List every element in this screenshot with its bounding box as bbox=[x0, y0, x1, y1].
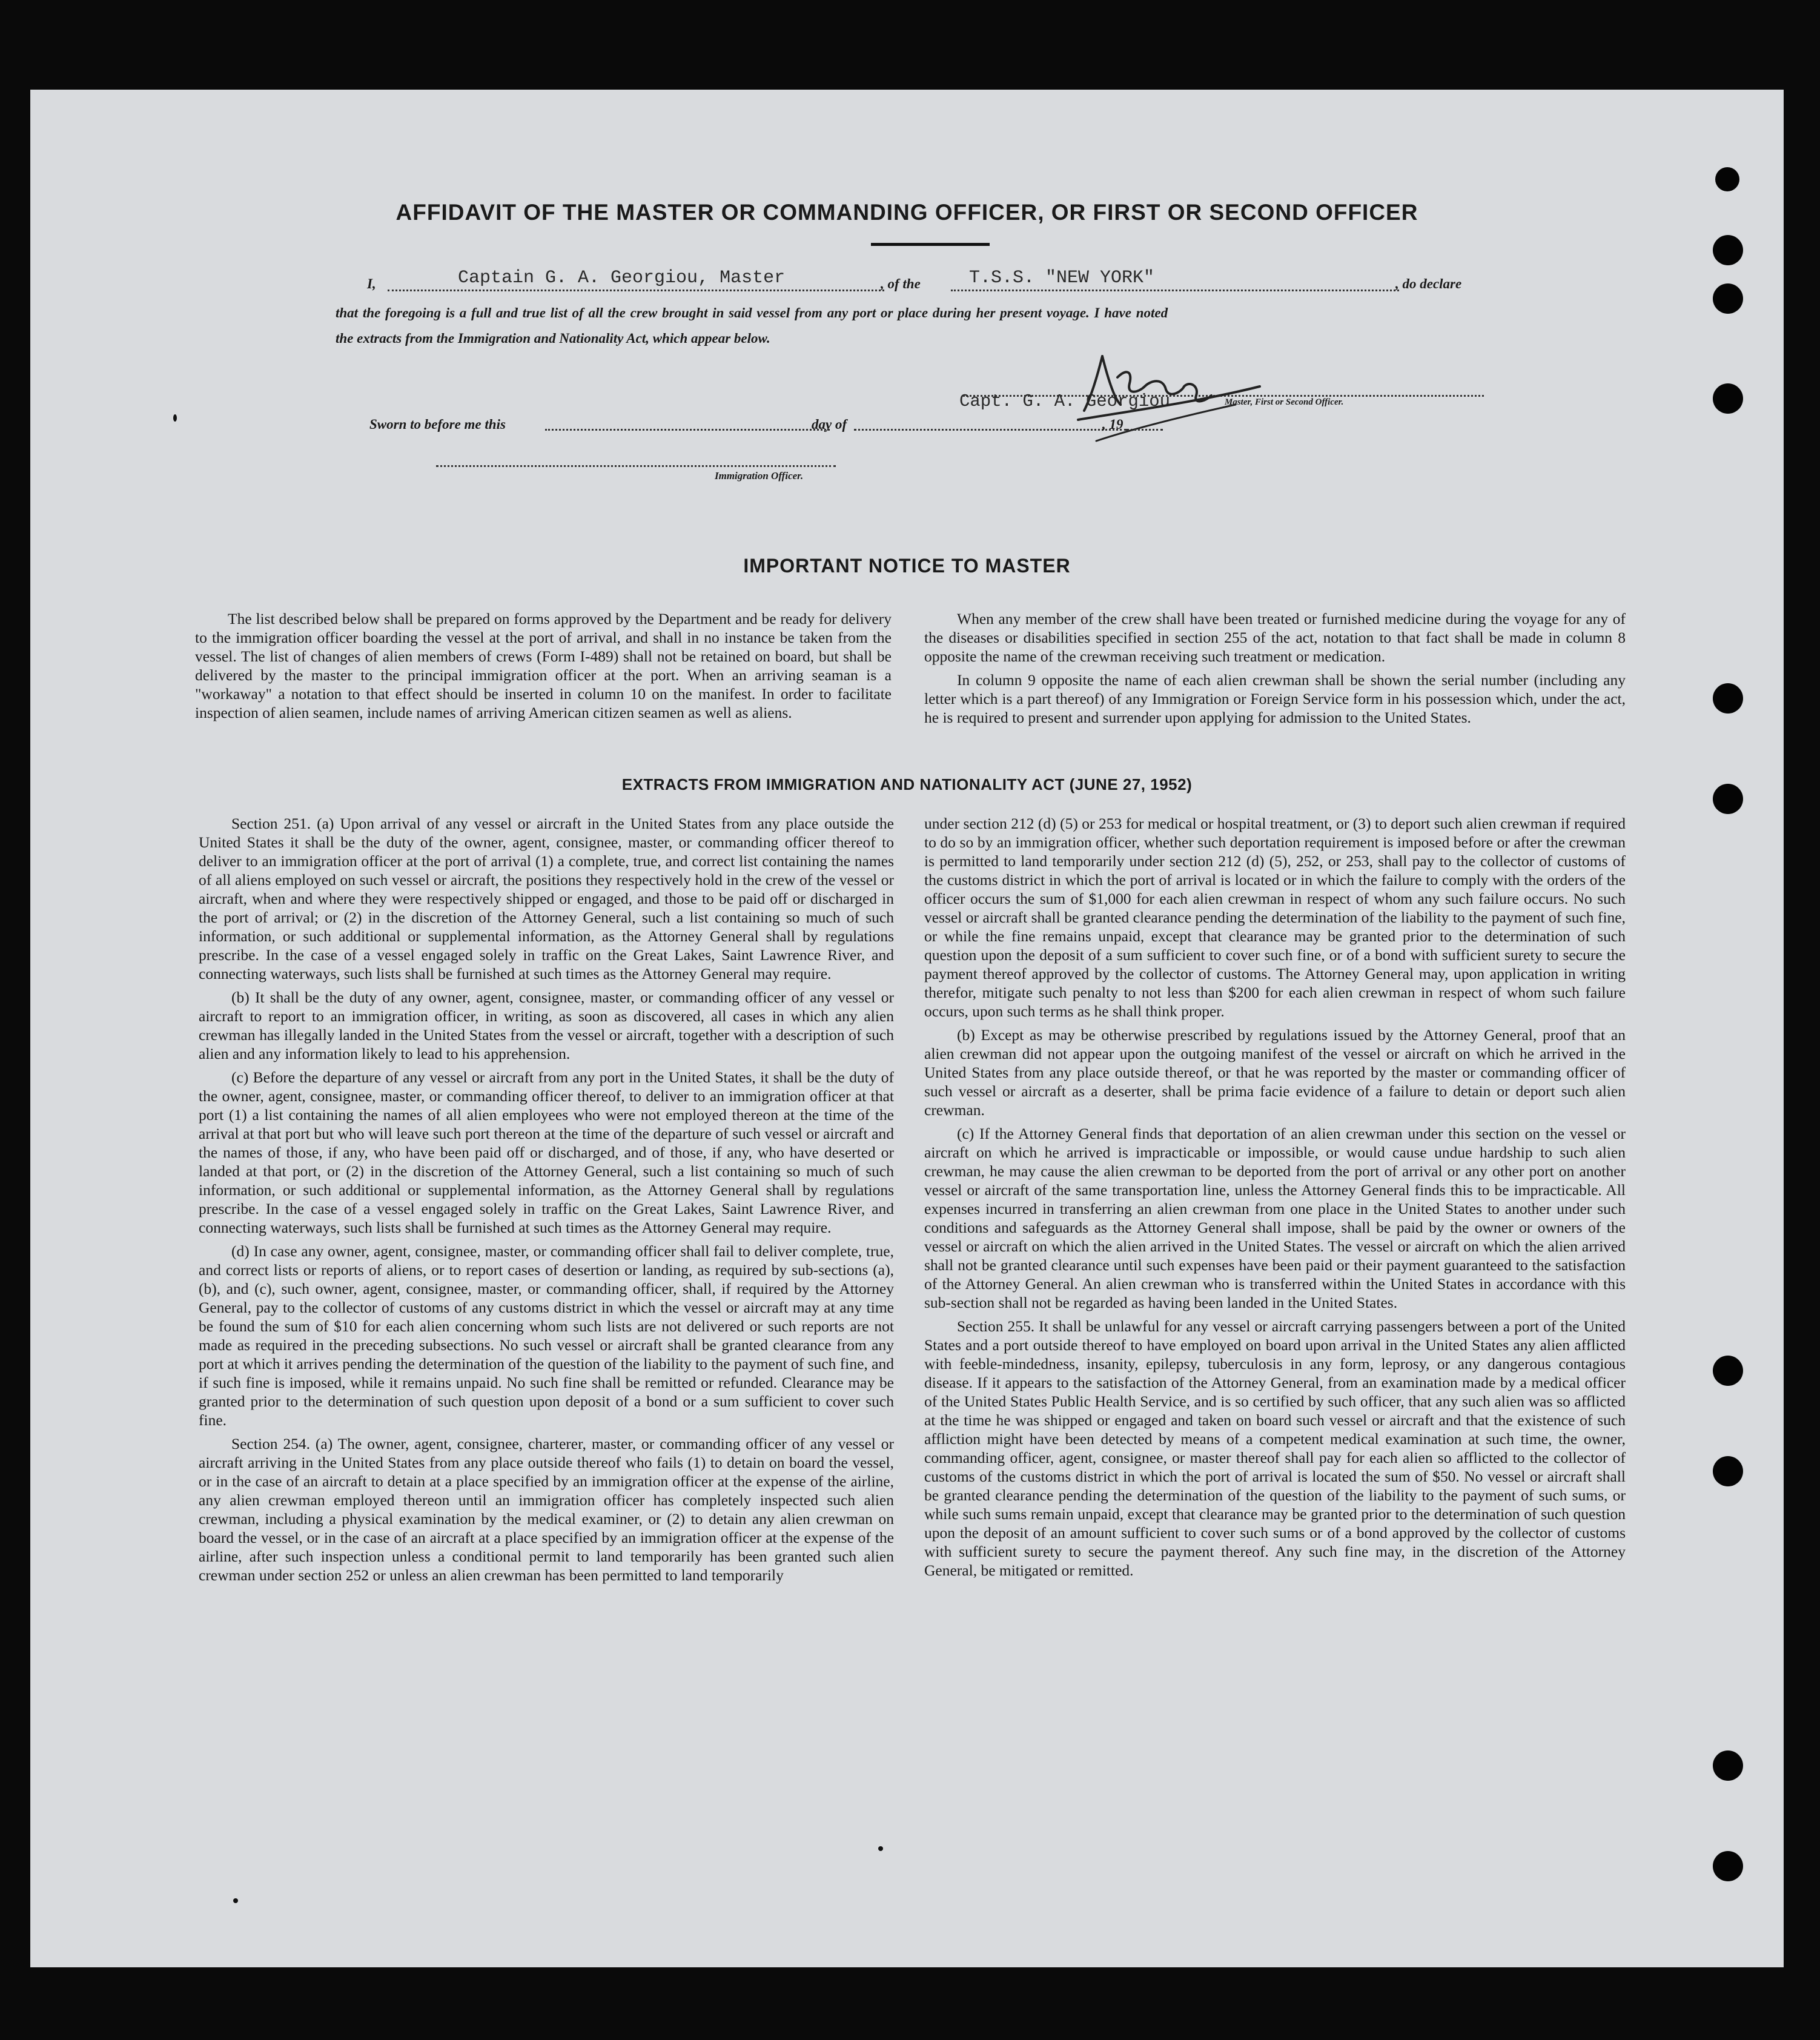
notice-paragraph: The list described below shall be prepared on forms approved by the Department and be ready for delivery to the immigration officer boarding the vessel at the port of arrival, and shall in no instance be taken from the vessel. The list of changes of alien members of crews (Form I-489) shall not be retained on board, but shall be delivered by the master to the principal immigration officer at the port. When an arriving seaman is a "workaway" a notation to that effect should be inserted in column 10 on the manifest. In order to facilitate inspection of alien seamen, include names of arriving American citizen seamen as well as aliens. bbox=[195, 610, 892, 721]
punch-hole bbox=[1713, 283, 1743, 314]
stray-mark bbox=[878, 1846, 883, 1851]
notice-right-column bbox=[924, 609, 1626, 732]
of-the-label: , of the bbox=[881, 276, 921, 291]
punch-hole bbox=[1713, 683, 1743, 714]
affidavit-line-2: that the foregoing is a full and true list of all the crew brought in said vessel from any port or place during her present voyage. I have noted bbox=[336, 305, 1168, 320]
notice-paragraph: When any member of the crew shall have been treated or furnished medicine during the voyage for any of the diseases or disabilities specified in section 255 of the act, notation to that fact shall be made in column 8 opposite the name of the crewman receiving such treatment or medication. bbox=[924, 610, 1626, 665]
extracts-right-column bbox=[924, 814, 1626, 1585]
extract-paragraph: under section 212 (d) (5) or 253 for medical or hospital treatment, or (3) to deport such alien crewman if required to do so by an immigration officer, whether such deportation requirement is imposed before or after the crewman is permitted to land temporarily under section 212 (d) (5), 252, or 253, shall pay to the collector of customs of the customs district in which the port of arrival is located or in which the failure to comply with the orders of the officer occurs the sum of $1,000 for each alien crewman in respect of whom any such failure occurs. No such vessel or aircraft shall be granted clearance pending the determination of the liability to the payment of such fine, or while the fine remains unpaid, except that clearance may be granted prior to the determination of such question upon the deposit of a sum sufficient to cover such fine, or of a bond with sufficient surety to secure the payment thereof approved by the collector of customs. The Attorney General may, upon application in writing therefor, mitigate such penalty to not less than $200 for each alien crewman in respect of whom such failure occurs, upon such terms as he shall think proper. bbox=[924, 815, 1626, 1020]
handwritten-signature bbox=[1060, 344, 1314, 465]
punch-hole bbox=[1715, 167, 1739, 191]
sworn-month-line bbox=[854, 429, 1127, 431]
declarant-field-line bbox=[388, 290, 884, 291]
extract-paragraph: (d) In case any owner, agent, consignee, master, or commanding officer shall fail to deliver complete, true, and correct lists or reports of aliens, or to report cases of desertion or landing, as required by sub-sections (a), (b), and (c), such owner, agent, consignee, master, or commanding officer, shall, if required by the Attorney General, pay to the collector of customs of any customs district in which the vessel or aircraft may at any time be found the sum of $10 for each alien concerning whom such lists are not delivered or such reports are not made as required in the preceding subsections. No such vessel or aircraft shall be granted clearance from any port at which it arrives pending the determination of the question of the liability to the payment of such fine, and if such fine is imposed, while it remains unpaid. No such fine shall be remitted or refunded. Clearance may be granted prior to the determination of such question upon deposit of a bond or a sum sufficient to cover such fine. bbox=[199, 1242, 894, 1429]
notice-left-column bbox=[195, 609, 892, 727]
extract-paragraph: (c) Before the departure of any vessel or aircraft from any port in the United States, it shall be the duty of the owner, agent, consignee, master, or commanding officer thereof, to deliver to an immigration officer at that port (1) a list containing the names of all alien employees who were not employed thereon at the time of the arrival at that port but who will leave such port thereon at the time of the departure of such vessel or aircraft and the names of those, if any, who have been paid off or discharged, and of those, if any, who have deserted or landed at that port, or (2) in the discretion of the Attorney General, such a list containing so much of such information, or such additional or supplemental information, as the Attorney General shall by regulations prescribe. In the case of a vessel engaged solely in traffic on the Great Lakes, Saint Lawrence River, and connecting waterways, such lists shall be furnished at such times as the Attorney General may require. bbox=[199, 1068, 894, 1236]
extract-paragraph: Section 255. It shall be unlawful for any vessel or aircraft carrying passengers between a port of the United States and a port outside thereof to have employed on board upon arrival in the United States any alien afflicted with feeble-mindedness, insanity, epilepsy, tuberculosis in any form, leprosy, or any dangerous contagious disease. If it appears to the satisfaction of the Attorney General, from an examination made by a medical officer of the United States Public Health Service, and is so certified by such officer, that any such alien was so afflicted at the time he was shipped or engaged and taken on board such vessel or aircraft and that the existence of such affliction might have been detected by means of a competent medical examination at such time, the owner, commanding officer, agent, consignee, or master thereof shall pay for each alien so afflicted to the collector of customs of the customs district in which the port of arrival is located the sum of $50. No vessel or aircraft shall be granted clearance pending the determination of the question of the liability to the payment of such sums, or while such sums remain unpaid, except that clearance may be granted prior to the determination of such question upon the deposit of an amount sufficient to cover such sums or of a bond approved by the collector of customs with sufficient surety to secure the payment thereof. Any such fine may, in the discretion of the Attorney General, be mitigated or remitted. bbox=[924, 1317, 1626, 1579]
day-of-label: day of bbox=[812, 417, 847, 432]
stray-mark bbox=[173, 414, 177, 422]
punch-hole bbox=[1713, 1851, 1743, 1881]
notice-paragraph: In column 9 opposite the name of each alien crewman shall be shown the serial number (including any letter which is a part thereof) of any Immigration or Foreign Service form in his possession which, under the act, he is required to present and surrender upon applying for admission to the United States. bbox=[924, 671, 1626, 726]
notice-title: IMPORTANT NOTICE TO MASTER bbox=[743, 555, 1071, 577]
signature-role: Master, First or Second Officer. bbox=[1225, 397, 1344, 407]
punch-hole bbox=[1713, 1356, 1743, 1386]
title-underline bbox=[871, 243, 990, 246]
extracts-title: EXTRACTS FROM IMMIGRATION AND NATIONALITY ACT (JUNE 27, 1952) bbox=[621, 775, 1193, 793]
sworn-year-line bbox=[1127, 429, 1163, 431]
vessel-value: T.S.S. "NEW YORK" bbox=[969, 268, 1155, 288]
declarant-value: Captain G. A. Georgiou, Master bbox=[458, 268, 786, 288]
extracts-left-column bbox=[199, 814, 894, 1589]
document-sheet bbox=[30, 90, 1784, 1967]
punch-hole bbox=[1713, 1750, 1743, 1781]
extract-paragraph: (c) If the Attorney General finds that deportation of an alien crewman under this section on the vessel or aircraft on which he arrived is impracticable or impossible, or would cause undue hardship to such alien crewman, he may cause the alien crewman to be deported from the port of arrival or any other port on another vessel or aircraft of the same transportation line, unless the Attorney General finds this to be impracticable. All expenses incurred in transferring an alien crewman from one place in the United States to another under such conditions and safeguards as the Attorney General shall impose, shall be paid by the owner or owners of the vessel or aircraft on which the alien arrived in the United States. The vessel or aircraft on which the alien arrived shall not be granted clearance until such expenses have been paid or their payment guaranteed to the satisfaction of the Attorney General. An alien crewman who is transferred within the United States in accordance with this sub-section shall not be regarded as having been landed in the United States. bbox=[924, 1125, 1626, 1311]
sworn-label: Sworn to before me this bbox=[369, 417, 506, 432]
vessel-field-line bbox=[951, 290, 1399, 291]
year-label: , 19 bbox=[1102, 417, 1123, 432]
stray-mark bbox=[233, 1898, 238, 1903]
affidavit-line-3: the extracts from the Immigration and Nationality Act, which appear below. bbox=[336, 331, 770, 346]
extract-paragraph: (b) It shall be the duty of any owner, agent, consignee, master, or commanding officer of any vessel or aircraft to report to an immigration officer, in writing, as soon as discovered, all cases in which any alien crewman has illegally landed in the United States from the vessel or aircraft, together with a description of such alien and any information likely to lead to his apprehension. bbox=[199, 989, 894, 1062]
immigration-officer-label: Immigration Officer. bbox=[715, 470, 804, 482]
extract-paragraph: Section 254. (a) The owner, agent, consignee, charterer, master, or commanding officer of any vessel or aircraft arriving in the United States from any place outside thereof who fails (1) to detain on board the vessel, or in the case of an aircraft to detain at a place specified by an immigration officer at the expense of the airline, any alien crewman employed thereon until an immigration officer has completely inspected such alien crewman, including a physical examination by the medical examiner, or (2) to detain any alien crewman on board the vessel, or in the case of an aircraft at a place specified by an immigration officer at the expense of the airline, after such inspection unless a conditional permit to land temporarily has been granted such alien crewman under section 252 or unless an alien crewman has been permitted to land temporarily bbox=[199, 1435, 894, 1584]
punch-hole bbox=[1713, 235, 1743, 265]
signature-name: Capt. G. A. Georgiou bbox=[959, 391, 1171, 411]
sworn-day-line bbox=[545, 429, 830, 431]
extract-paragraph: Section 251. (a) Upon arrival of any vessel or aircraft in the United States from any place outside the United States it shall be the duty of the owner, agent, consignee, master, or commanding officer thereof to deliver to an immigration officer at the port of arrival (1) a complete, true, and correct list containing the names of all aliens employed on such vessel or aircraft, the positions they respectively hold in the crew of the vessel or aircraft, when and where they were respectively shipped or engaged, and those to be paid off or discharged in the port of arrival; or (2) in the discretion of the Attorney General, such a list containing so much of such information, or such additional or supplemental information, as the Attorney General shall by regulations prescribe. In the case of a vessel engaged solely in traffic on the Great Lakes, Saint Lawrence River, and connecting waterways, such lists shall be furnished at such times as the Attorney General may require. bbox=[199, 815, 894, 982]
extract-paragraph: (b) Except as may be otherwise prescribed by regulations issued by the Attorney General, proof that an alien crewman did not appear upon the outgoing manifest of the vessel or aircraft on which he arrived in the United States from any place outside thereof, or that he was reported by the master or commanding officer of such vessel or aircraft as a deserter, shall be prima facie evidence of a failure to detain or deport such alien crewman. bbox=[924, 1026, 1626, 1119]
punch-hole bbox=[1713, 383, 1743, 414]
affidavit-title: AFFIDAVIT OF THE MASTER OR COMMANDING OFFICER, OR FIRST OR SECOND OFFICER bbox=[395, 200, 1418, 225]
punch-hole bbox=[1713, 1456, 1743, 1486]
do-declare-label: , do declare bbox=[1395, 276, 1462, 291]
immigration-officer-line bbox=[436, 465, 836, 467]
i-label: I, bbox=[367, 276, 376, 291]
